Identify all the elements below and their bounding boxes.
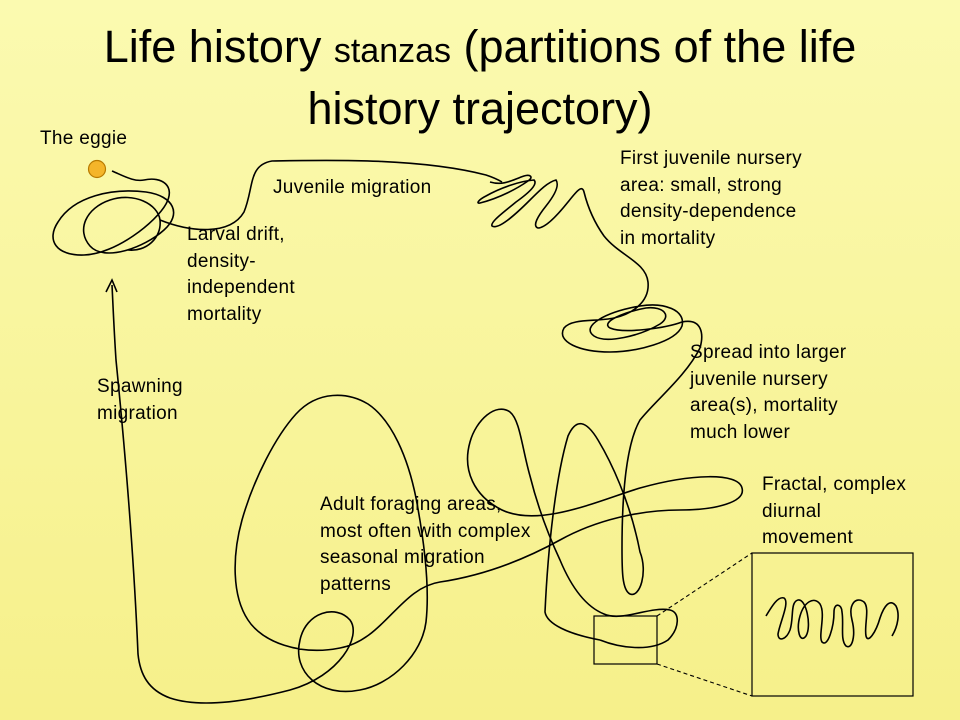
- label-larval-drift: Larval drift, density- independent mortality: [187, 224, 295, 325]
- fractal-movement-path: [766, 598, 898, 647]
- label-eggie: The eggie: [40, 128, 128, 149]
- title-part-3: (partitions of the life history trajectory): [307, 21, 857, 134]
- larval-drift-path: [53, 171, 174, 255]
- title-part-1: Life history: [103, 21, 334, 72]
- label-first-nursery: First juvenile nursery area: small, strong density-dependence in mortality: [620, 148, 802, 249]
- egg-icon: [89, 161, 106, 178]
- zoom-source-box: [594, 616, 657, 664]
- label-fractal-movement: Fractal, complex diurnal movement: [762, 474, 907, 548]
- zoom-connector-top: [657, 553, 752, 616]
- label-spread-nursery: Spread into larger juvenile nursery area(s), mortality much lower: [690, 342, 847, 443]
- label-juvenile-migration: Juvenile migration: [273, 177, 432, 198]
- zoom-connector-bottom: [657, 664, 752, 696]
- label-adult-foraging: Adult foraging areas, most often with complex seasonal migration patterns: [320, 494, 531, 595]
- title-part-2: stanzas: [333, 32, 452, 70]
- label-spawning-migration: Spawning migration: [97, 376, 183, 424]
